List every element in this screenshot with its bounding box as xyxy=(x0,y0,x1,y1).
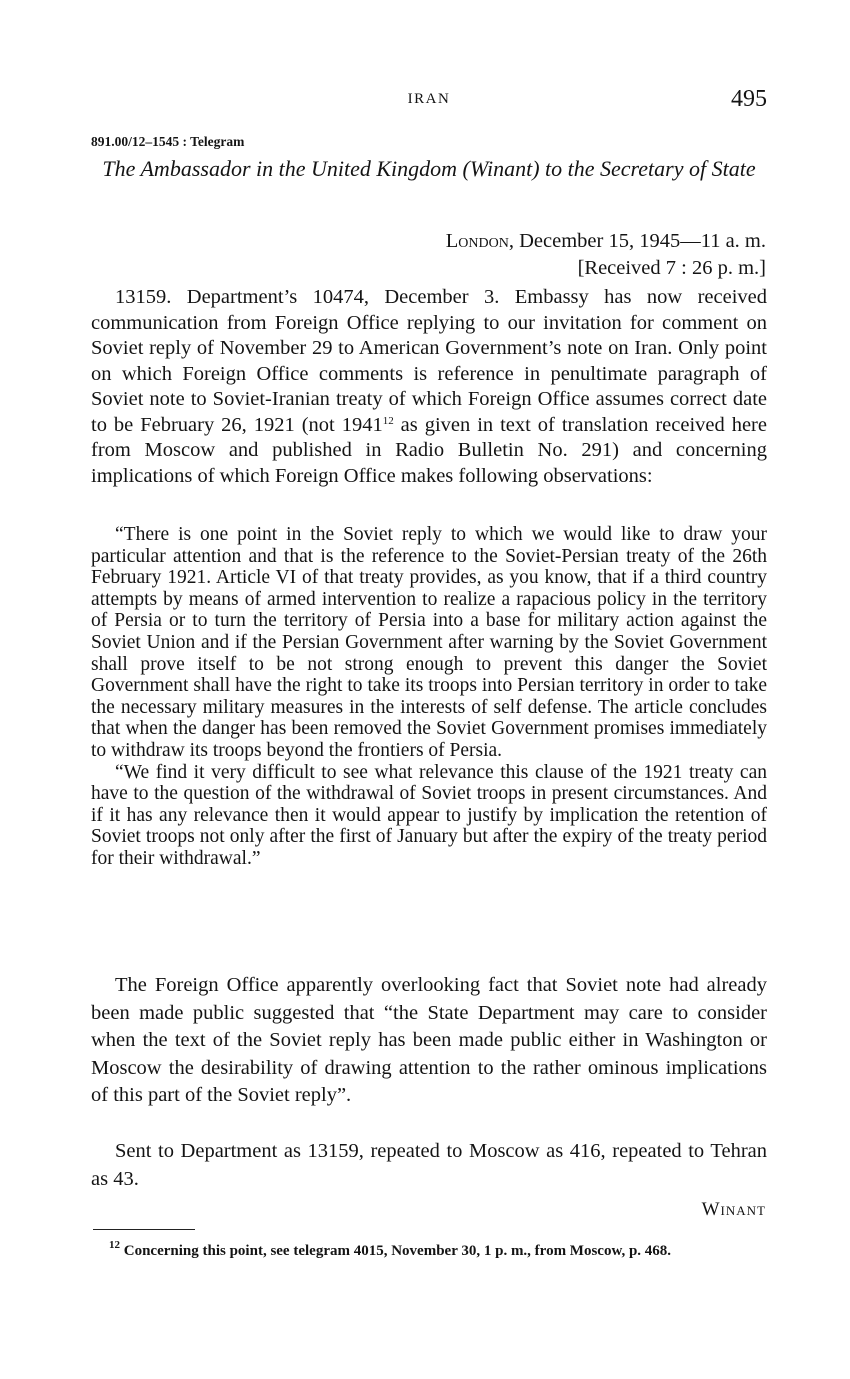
page-number: 495 xyxy=(731,86,767,112)
dateline-place: London xyxy=(445,230,509,252)
file-reference: 891.00/12–1545 : Telegram xyxy=(91,134,245,149)
footnote xyxy=(89,1239,767,1261)
dateline xyxy=(446,228,766,282)
document-title: The Ambassador in the United Kingdom (Winant) to the Secretary of State xyxy=(102,156,756,181)
dateline-place-date xyxy=(446,228,766,255)
quote-paragraph-1: “There is one point in the Soviet reply to which we would like to draw your particular attention and that is the reference to the Soviet-Persian treaty of the 26th February 1921. Article VI of that treaty provides, as you know, that if a third country attempts by means of armed intervention to realize a rapacious policy in the territory of Persia or to turn the territory of Persia into a base for military action against the Soviet Union and if the Persian Government after warning by the Soviet Government shall prove itself to be not strong enough to prevent this danger the Soviet Government shall have the right to take its troops into Persian territory in order to take the necessary military measures in the interests of self defense. The article concludes that when the danger has been removed the Soviet Government promises immediately to withdraw its troops beyond the frontiers of Persia. xyxy=(91,524,767,761)
quote-paragraph-2: “We find it very difficult to see what relevance this clause of the 1921 treaty can have to the question of the withdrawal of Soviet troops in present circumstances. And if it has any relevance then it would appear to justify by implication the retention of Soviet troops not only after the first of January but after the expiry of the treaty period for their withdrawal.” xyxy=(91,761,767,869)
signature: Winant xyxy=(701,1199,766,1220)
paragraph-4: The Foreign Office apparently overlooking fact that Soviet note had already been made public suggested that “the State Department may care to consider when the text of the Soviet reply has been made public either in Washington or Moscow the desirability of drawing attention to the rather ominous implications of this part of the Soviet reply”. xyxy=(91,974,767,1106)
paragraph-1-text-a: 13159. Department’s 10474, December 3. Embassy has now received communication from Foreign Office replying to our invitation for comment on Soviet reply of November 29 to American Government’s note on Iran. Only point on which Foreign Office comments is reference in penultimate paragraph of Soviet note to Soviet-Iranian treaty of which Foreign Office assumes correct date to be February 26, 1921 (not 1941 xyxy=(91,286,767,436)
footnote-marker: 12 xyxy=(109,1239,120,1251)
footnote-reference: 12 xyxy=(382,414,394,427)
running-head xyxy=(91,86,767,114)
dateline-date: , December 15, 1945—11 a. m. xyxy=(508,230,766,252)
quoted-observations xyxy=(91,524,767,870)
paragraph-1-text-b: as given in text of translation received here from Moscow and published in Radio Bulletin No. 291) and concerning implications of which Foreign Office makes following observations: xyxy=(91,413,767,487)
paragraph-5: Sent to Department as 13159, repeated to Moscow as 416, repeated to Tehran as 43. xyxy=(91,1140,767,1190)
running-title: IRAN xyxy=(407,91,451,107)
received-note: [Received 7 : 26 p. m.] xyxy=(577,257,766,279)
footnote-text: Concerning this point, see telegram 4015, November 30, 1 p. m., from Moscow, p. 468. xyxy=(120,1243,672,1259)
footnote-divider xyxy=(93,1229,195,1230)
paragraph-1 xyxy=(91,285,767,489)
